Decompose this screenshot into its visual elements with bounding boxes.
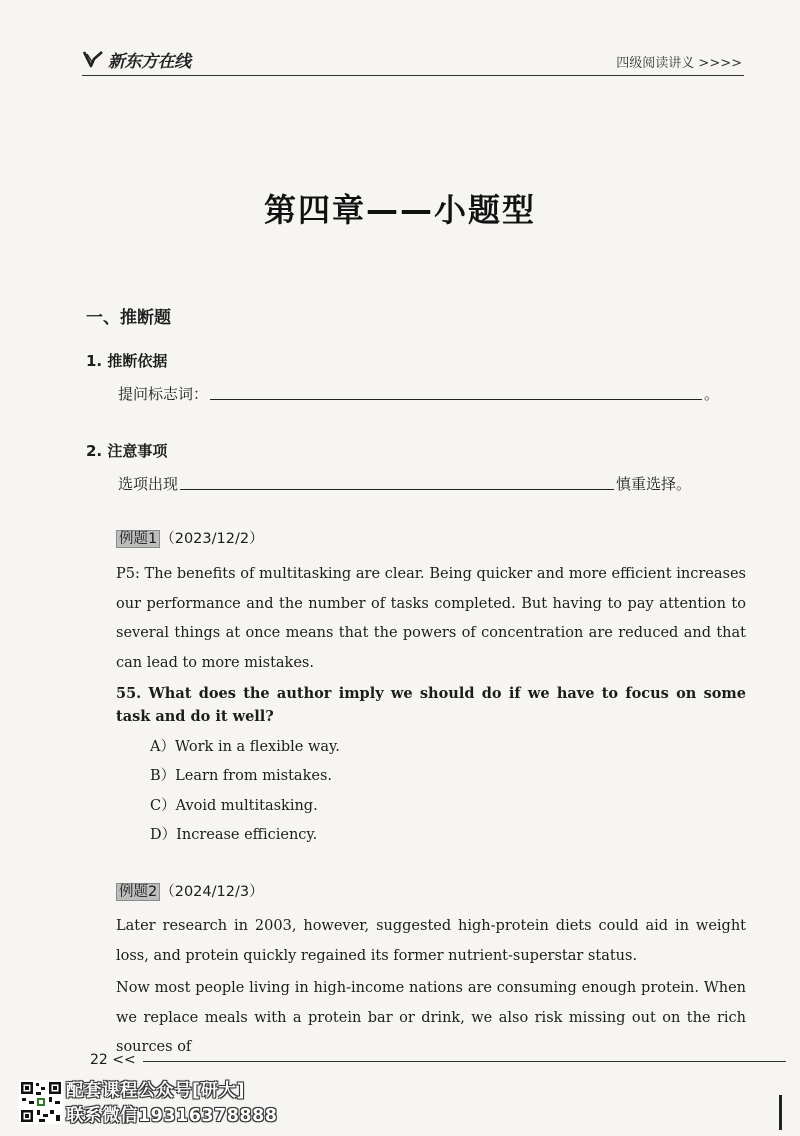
fill-suffix: 慎重选择。 (616, 475, 692, 493)
example-date: （2023/12/2） (160, 531, 264, 547)
brand-logo (82, 46, 191, 72)
blank-line (180, 488, 614, 490)
logo-text: 新东方在线 (108, 51, 191, 72)
example-date: （2024/12/3） (160, 884, 264, 900)
example-2-label (116, 880, 264, 901)
section-heading: 一、推断题 (86, 308, 171, 328)
example-1-passage: P5: The benefits of multitasking are clear. Being quicker and more efficient increases our performance and the number of tasks completed. But having to pay attention to several things at once means that the powers of concentration are reduced and that can lead to more mistakes. (116, 566, 746, 671)
page-number: 22 << (90, 1052, 136, 1068)
example-1-label (116, 527, 264, 548)
promo-line-2: 联系微信19316378888 (66, 1106, 278, 1126)
example-2-passage-1: Later research in 2003, however, suggested high-protein diets could aid in weight loss, and protein quickly regained its former nutrient-superstar status. (116, 918, 746, 964)
chapter-title: 第四章——小题型 (263, 191, 536, 229)
qr-code-icon (19, 1080, 63, 1124)
example-1-question: 55. What does the author imply we should do if we have to focus on some task and do it well? (116, 685, 746, 725)
subheading-notes: 2. 注意事项 (86, 442, 168, 460)
fill-in-line-keywords (118, 383, 719, 404)
example-tag: 例题1 (116, 530, 160, 548)
footer-divider (143, 1061, 786, 1062)
fill-suffix: 。 (704, 385, 720, 403)
option-d: D）Increase efficiency. (150, 826, 318, 843)
page-edge-mark (779, 1095, 782, 1130)
fill-prefix: 选项出现 (118, 475, 179, 493)
brand-swoosh-icon (82, 48, 104, 70)
blank-line (210, 398, 702, 400)
option-b: B）Learn from mistakes. (150, 768, 332, 785)
subheading-basis: 1. 推断依据 (86, 352, 168, 370)
header-course-title: 四级阅读讲义 >>>> (616, 56, 742, 71)
promo-line-1: 配套课程公众号[研大] (66, 1081, 245, 1101)
fill-in-line-options (118, 473, 691, 494)
fill-prefix: 提问标志词： (118, 385, 209, 403)
header-divider (82, 75, 744, 76)
example-2-passage-2: Now most people living in high-income nations are consuming enough protein. When we replace meals with a protein bar or drink, we also risk missing out on the rich sources of (116, 980, 746, 1055)
answer-options (150, 733, 340, 850)
option-a: A）Work in a flexible way. (150, 739, 340, 755)
option-c: C）Avoid multitasking. (150, 797, 318, 814)
example-tag: 例题2 (116, 883, 160, 901)
